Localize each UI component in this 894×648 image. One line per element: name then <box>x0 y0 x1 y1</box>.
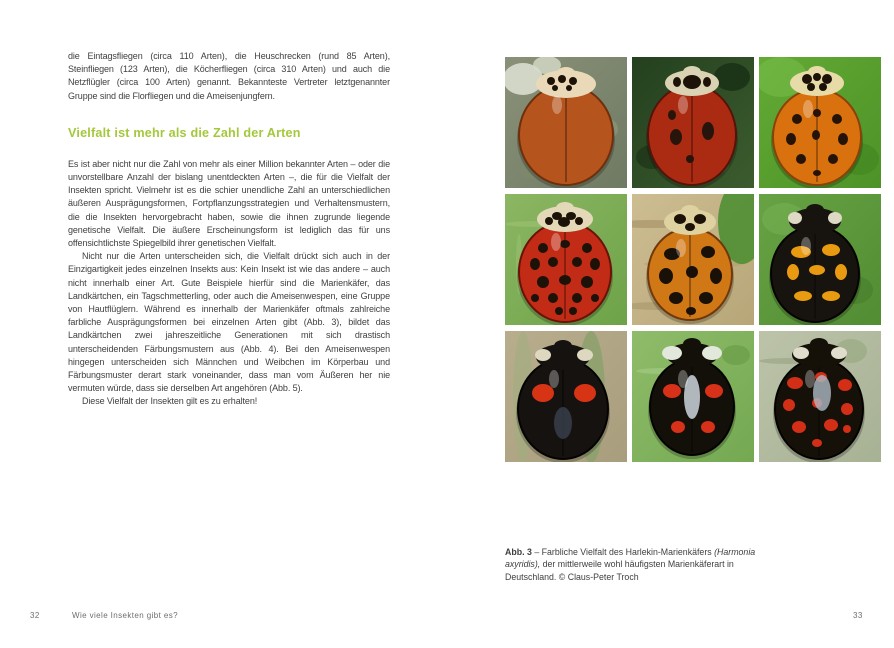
figure-photo-2 <box>632 57 754 188</box>
section-heading: Vielfalt ist mehr als die Zahl der Arten <box>68 125 301 140</box>
intro-paragraph: die Eintagsfliegen (circa 110 Arten), die Heuschrecken (rund 85 Arten), Steinfliegen (123 Arten), die Köcherfliegen (circa 310 Arten) und auch die Netzflügler (circa 100 Arten) genannt. Bekannteste Vertreter letztgenannter Gruppe sind die Florfliegen und die Ameisenjungfern. <box>68 51 390 101</box>
figure-caption-credit: der mittlerweile wohl häufigsten Marienkäferart in Deutschland. © Claus-Peter Troch <box>505 559 734 582</box>
figure-photo-5 <box>632 194 754 325</box>
page-number-right: 33 <box>853 611 863 620</box>
figure-caption-label: Abb. 3 <box>505 547 532 557</box>
figure-photo-4 <box>505 194 627 325</box>
figure-photo-8 <box>632 331 754 462</box>
body-paragraph-3: Diese Vielfalt der Insekten gilt es zu erhalten! <box>82 396 258 407</box>
figure-photo-3 <box>759 57 881 188</box>
figure-caption <box>505 546 763 583</box>
figure-photo-9 <box>759 331 881 462</box>
body-paragraph-2: Nicht nur die Arten unterscheiden sich, die Vielfalt drückt sich auch in der Einzigartigkeit jedes einzelnen Insekts aus: Kein Insekt ist wie das andere – auch nicht innerhalb einer Art. Gute Beispiele hierfür sind die Marienkäfer, das Landkärtchen, ein Tagschmetterling, oder auch die Ameisenwespen, eine Gruppe von Hautflüglern. Während es innerhalb der Marienkäfer oftmals zahlreiche farbliche Ausprägungsformen bei einzelnen Arten gibt (Abb. 3), bildet das Landkärtchen zwei jahreszeitliche Generationen mit sich drastisch unterscheidenden Färbungsmustern aus (Abb. 4). Bei den Ameisenwespen hingegen unterscheiden sich Männchen und Weibchen im Körperbau und Färbungsmuster derart stark voneinander, dass man vom Äußeren her nie vermuten würde, dass sie derselben Art angehören (Abb. 5). <box>68 251 390 394</box>
figure-photo-1 <box>505 57 627 188</box>
figure-caption-species: (Harmonia axyridis), <box>505 547 756 570</box>
running-title: Wie viele Insekten gibt es? <box>72 611 178 620</box>
figure-photo-6 <box>759 194 881 325</box>
figure-photo-grid <box>505 57 881 462</box>
body-paragraph-1: Es ist aber nicht nur die Zahl von mehr als einer Million bekannter Arten – oder die unvorstellbare Anzahl der bislang unentdeckten Arten –, die für die Vielfalt der Insekten spricht. Vielmehr ist es die schier unendliche Zahl an unterschiedlichen äußeren Ausprägungsformen, Fortpflanzungsstrategien und Verhaltensmustern, die die Insekten hervorgebracht haben, sowie die ihnen zugrunde liegende genetische Vielfalt. Die äußere Erscheinungsform ist lediglich das für uns offensichtlichste Spiegelbild ihrer genetischen Vielfalt. <box>68 158 390 249</box>
figure-photo-7 <box>505 331 627 462</box>
figure-caption-text: – Farbliche Vielfalt des Harlekin-Marienkäfers <box>531 547 715 557</box>
left-page-text-column <box>68 50 390 409</box>
page-number-left: 32 <box>30 611 40 620</box>
